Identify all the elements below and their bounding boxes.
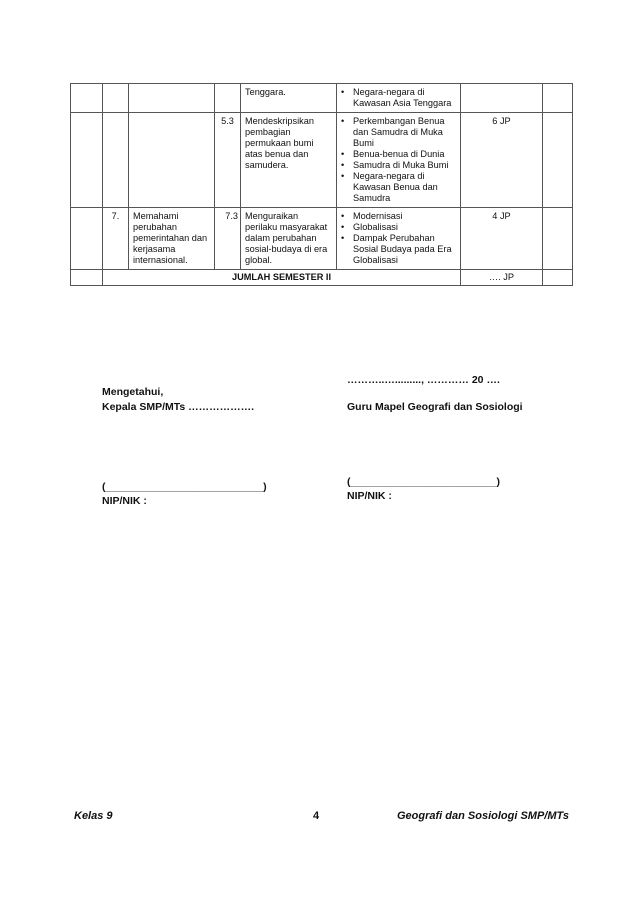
signature-principal-title: Kepala SMP/MTs ………………. xyxy=(102,401,255,413)
kd-number-cell: 7.3 xyxy=(215,208,241,270)
total-label: JUMLAH SEMESTER II xyxy=(103,270,461,286)
list-item: • Dampak Perubahan Sosial Budaya pada Era Globalisasi xyxy=(351,233,456,266)
signature-teacher-nip: NIP/NIK : xyxy=(347,490,392,502)
table-row xyxy=(71,113,573,208)
materials-cell xyxy=(337,113,461,208)
list-item: • Perkembangan Benua dan Samudra di Muka Bumi xyxy=(351,116,456,149)
table-row xyxy=(71,84,573,113)
signature-principal-nip: NIP/NIK : xyxy=(102,495,147,507)
materials-cell xyxy=(337,84,461,113)
table-row xyxy=(71,208,573,270)
footer-page-number: 4 xyxy=(313,810,320,822)
indicator-cell: Tenggara. xyxy=(241,84,337,113)
signature-acknowledgement: Mengetahui, xyxy=(102,386,164,398)
indicator-cell: Menguraikan perilaku masyarakat dalam perubahan sosial-budaya di era global. xyxy=(241,208,337,270)
footer-book-title: Geografi dan Sosiologi SMP/MTs xyxy=(397,810,569,822)
row-number-cell: 7. xyxy=(103,208,129,270)
signature-date: ………..…........., ………… 20 …. xyxy=(347,374,500,386)
materials-cell xyxy=(337,208,461,270)
kd-description-cell: Memahami perubahan pemerintahan dan kerjasama internasional. xyxy=(129,208,215,270)
list-item: • Samudra di Muka Bumi xyxy=(351,160,456,171)
signature-teacher-name-line: (_________________________) xyxy=(347,476,500,488)
time-cell: 4 JP xyxy=(461,208,543,270)
list-item: • Modernisasi xyxy=(351,211,456,222)
syllabus-table xyxy=(70,83,573,286)
list-item: • Negara-negara di Kawasan Benua dan Samudra xyxy=(351,171,456,204)
total-row xyxy=(71,270,573,286)
signature-principal-name-line: (___________________________) xyxy=(102,481,267,493)
total-value: …. JP xyxy=(461,270,543,286)
list-item: • Negara-negara di Kawasan Asia Tenggara xyxy=(351,87,456,109)
list-item: • Globalisasi xyxy=(351,222,456,233)
time-cell: 6 JP xyxy=(461,113,543,208)
indicator-cell: Mendeskripsikan pembagian permukaan bumi atas benua dan samudera. xyxy=(241,113,337,208)
signature-teacher-title: Guru Mapel Geografi dan Sosiologi xyxy=(347,401,523,413)
kd-number-cell: 5.3 xyxy=(215,113,241,208)
time-cell xyxy=(461,84,543,113)
footer-class: Kelas 9 xyxy=(74,810,113,822)
list-item: • Benua-benua di Dunia xyxy=(351,149,456,160)
